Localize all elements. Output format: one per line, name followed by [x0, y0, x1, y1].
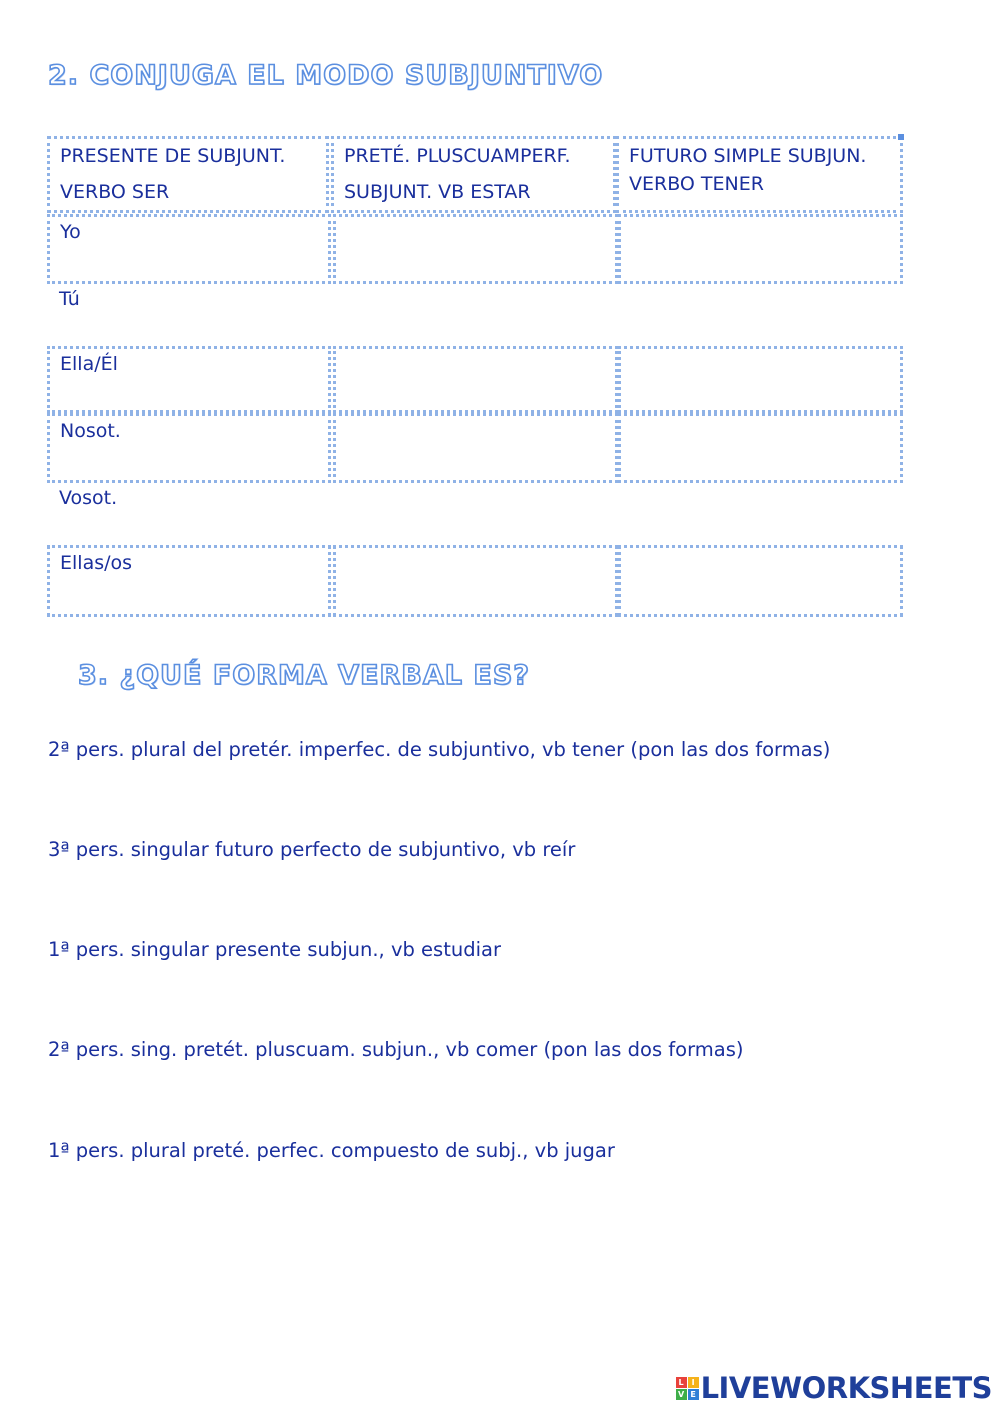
- header-1-line-2: VERBO SER: [60, 181, 170, 203]
- header-3-line-1: FUTURO SIMPLE SUBJUN.: [629, 145, 867, 167]
- logo-mark-letter: E: [688, 1389, 699, 1400]
- pronoun-yo: Yo: [60, 221, 81, 243]
- section-2-title: 2. CONJUGA EL MODO SUBJUNTIVO: [48, 60, 604, 91]
- header-1-line-1: PRESENTE DE SUBJUNT.: [60, 145, 286, 167]
- answer-yo-futuro[interactable]: [618, 214, 903, 284]
- header-2-line-2: SUBJUNT. VB ESTAR: [344, 181, 531, 203]
- logo-mark-letter: L: [676, 1377, 687, 1388]
- logo-text: LIVEWORKSHEETS: [700, 1371, 992, 1405]
- answer-ellos-futuro[interactable]: [618, 545, 903, 617]
- logo-mark-letter: V: [676, 1389, 687, 1400]
- answer-ella-pluscuamperfecto[interactable]: [333, 346, 618, 413]
- liveworksheets-logo: [676, 1371, 992, 1405]
- question-1: 2ª pers. plural del pretér. imperfec. de subjuntivo, vb tener (pon las dos formas): [48, 738, 831, 761]
- answer-yo-pluscuamperfecto[interactable]: [333, 214, 618, 284]
- logo-mark-icon: [676, 1377, 699, 1400]
- pronoun-ella: Ella/Él: [60, 353, 118, 375]
- pronoun-cell-ellos: [47, 545, 331, 617]
- selection-handle: [898, 134, 904, 140]
- header-2-line-1: PRETÉ. PLUSCUAMPERF.: [344, 145, 571, 167]
- question-4: 2ª pers. sing. pretét. pluscuam. subjun., vb comer (pon las dos formas): [48, 1038, 744, 1061]
- pronoun-cell-ella: [47, 346, 331, 413]
- answer-nosotros-futuro[interactable]: [618, 413, 903, 483]
- header-futuro-simple-subjuntivo: [616, 136, 903, 213]
- pronoun-cell-yo: [47, 214, 331, 284]
- pronoun-tu: Tú: [59, 288, 80, 310]
- question-2: 3ª pers. singular futuro perfecto de subjuntivo, vb reír: [48, 838, 576, 861]
- header-3-line-2: VERBO TENER: [629, 173, 764, 195]
- pronoun-ellos: Ellas/os: [60, 552, 133, 574]
- question-5: 1ª pers. plural preté. perfec. compuesto de subj., vb jugar: [48, 1139, 615, 1162]
- answer-ellos-pluscuamperfecto[interactable]: [333, 545, 618, 617]
- pronoun-cell-nosotros: [47, 413, 331, 483]
- header-pluscuamperfecto-subjuntivo: [331, 136, 616, 213]
- logo-mark-letter: I: [688, 1377, 699, 1388]
- header-presente-subjuntivo: [47, 136, 329, 213]
- question-3: 1ª pers. singular presente subjun., vb estudiar: [48, 938, 501, 961]
- pronoun-vosotros: Vosot.: [59, 487, 118, 509]
- pronoun-nosotros: Nosot.: [60, 420, 121, 442]
- section-3-title: 3. ¿QUÉ FORMA VERBAL ES?: [78, 660, 530, 691]
- answer-nosotros-pluscuamperfecto[interactable]: [333, 413, 618, 483]
- answer-ella-futuro[interactable]: [618, 346, 903, 413]
